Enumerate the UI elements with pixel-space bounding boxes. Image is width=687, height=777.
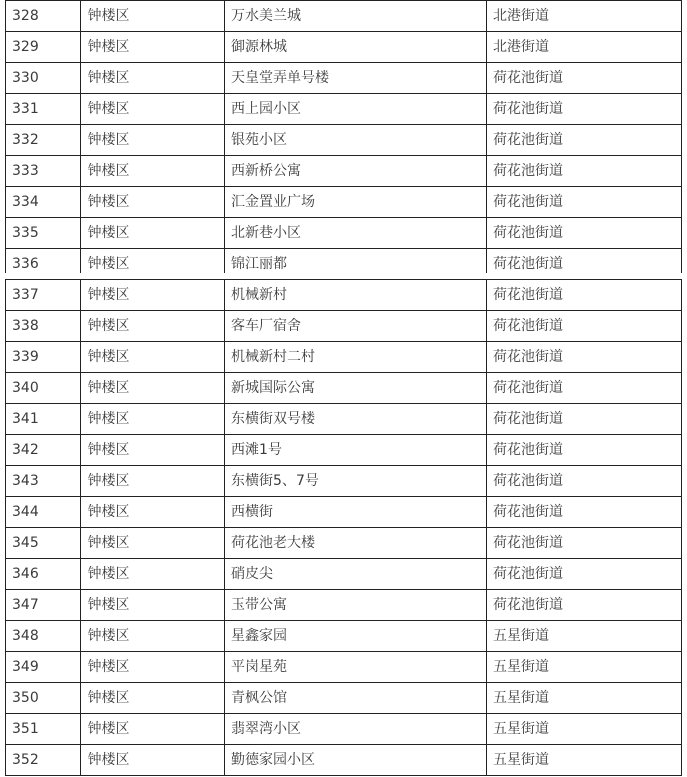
street-cell: 五星街道 (487, 714, 682, 745)
community-name-cell: 锦江丽都 (225, 249, 487, 280)
table-row (6, 218, 682, 249)
row-number-cell: 331 (6, 94, 81, 125)
community-name-cell: 客车厂宿舍 (225, 311, 487, 342)
district-cell: 钟楼区 (81, 528, 225, 559)
street-cell: 荷花池街道 (487, 311, 682, 342)
community-name-cell: 西横街 (225, 497, 487, 528)
table-row (6, 94, 682, 125)
table-row (6, 187, 682, 218)
street-cell: 荷花池街道 (487, 187, 682, 218)
district-cell: 钟楼区 (81, 745, 225, 776)
row-number-cell: 339 (6, 342, 81, 373)
street-cell: 荷花池街道 (487, 559, 682, 590)
row-number-cell: 346 (6, 559, 81, 590)
community-name-cell: 青枫公馆 (225, 683, 487, 714)
table-row (6, 280, 682, 311)
street-cell: 五星街道 (487, 683, 682, 714)
street-cell: 荷花池街道 (487, 280, 682, 311)
row-number-cell: 348 (6, 621, 81, 652)
row-number-cell: 344 (6, 497, 81, 528)
street-cell: 五星街道 (487, 745, 682, 776)
street-cell: 荷花池街道 (487, 94, 682, 125)
community-name-cell: 万水美兰城 (225, 1, 487, 32)
district-cell: 钟楼区 (81, 652, 225, 683)
community-name-cell: 新城国际公寓 (225, 373, 487, 404)
district-cell: 钟楼区 (81, 156, 225, 187)
district-cell: 钟楼区 (81, 125, 225, 156)
community-name-cell: 西滩1号 (225, 435, 487, 466)
table-row (6, 373, 682, 404)
community-table-bottom (5, 279, 682, 776)
table-row (6, 342, 682, 373)
row-number-cell: 338 (6, 311, 81, 342)
community-name-cell: 东横街5、7号 (225, 466, 487, 497)
community-name-cell: 翡翠湾小区 (225, 714, 487, 745)
table-row (6, 435, 682, 466)
table-row (6, 683, 682, 714)
row-number-cell: 337 (6, 280, 81, 311)
table-row (6, 497, 682, 528)
table-row (6, 32, 682, 63)
district-cell: 钟楼区 (81, 714, 225, 745)
row-number-cell: 351 (6, 714, 81, 745)
community-name-cell: 机械新村二村 (225, 342, 487, 373)
district-cell: 钟楼区 (81, 590, 225, 621)
community-name-cell: 北新巷小区 (225, 218, 487, 249)
community-name-cell: 东横街双号楼 (225, 404, 487, 435)
district-cell: 钟楼区 (81, 249, 225, 280)
community-name-cell: 机械新村 (225, 280, 487, 311)
table-row (6, 466, 682, 497)
district-cell: 钟楼区 (81, 559, 225, 590)
row-number-cell: 345 (6, 528, 81, 559)
table-body-top (6, 1, 682, 280)
table-row (6, 590, 682, 621)
district-cell: 钟楼区 (81, 342, 225, 373)
street-cell: 北港街道 (487, 1, 682, 32)
district-cell: 钟楼区 (81, 373, 225, 404)
street-cell: 荷花池街道 (487, 218, 682, 249)
row-number-cell: 350 (6, 683, 81, 714)
district-cell: 钟楼区 (81, 466, 225, 497)
row-number-cell: 329 (6, 32, 81, 63)
district-cell: 钟楼区 (81, 32, 225, 63)
district-cell: 钟楼区 (81, 1, 225, 32)
row-number-cell: 330 (6, 63, 81, 94)
row-number-cell: 332 (6, 125, 81, 156)
community-name-cell: 荷花池老大楼 (225, 528, 487, 559)
street-cell: 荷花池街道 (487, 497, 682, 528)
table-row (6, 652, 682, 683)
row-number-cell: 333 (6, 156, 81, 187)
table-row (6, 714, 682, 745)
row-number-cell: 342 (6, 435, 81, 466)
district-cell: 钟楼区 (81, 218, 225, 249)
district-cell: 钟楼区 (81, 63, 225, 94)
row-number-cell: 335 (6, 218, 81, 249)
table-row (6, 311, 682, 342)
street-cell: 荷花池街道 (487, 249, 682, 280)
street-cell: 五星街道 (487, 652, 682, 683)
street-cell: 荷花池街道 (487, 435, 682, 466)
street-cell: 荷花池街道 (487, 373, 682, 404)
street-cell: 荷花池街道 (487, 528, 682, 559)
street-cell: 荷花池街道 (487, 466, 682, 497)
street-cell: 荷花池街道 (487, 404, 682, 435)
district-cell: 钟楼区 (81, 404, 225, 435)
community-name-cell: 银苑小区 (225, 125, 487, 156)
table-row (6, 559, 682, 590)
community-name-cell: 御源林城 (225, 32, 487, 63)
street-cell: 北港街道 (487, 32, 682, 63)
table-row (6, 1, 682, 32)
district-cell: 钟楼区 (81, 621, 225, 652)
community-name-cell: 平岗星苑 (225, 652, 487, 683)
row-number-cell: 343 (6, 466, 81, 497)
community-name-cell: 天皇堂弄单号楼 (225, 63, 487, 94)
table-row (6, 63, 682, 94)
community-name-cell: 勤德家园小区 (225, 745, 487, 776)
community-table-top (5, 0, 682, 280)
community-name-cell: 西新桥公寓 (225, 156, 487, 187)
street-cell: 荷花池街道 (487, 125, 682, 156)
row-number-cell: 341 (6, 404, 81, 435)
community-name-cell: 星鑫家园 (225, 621, 487, 652)
table-body-bottom (6, 280, 682, 776)
district-cell: 钟楼区 (81, 311, 225, 342)
district-cell: 钟楼区 (81, 435, 225, 466)
community-name-cell: 汇金置业广场 (225, 187, 487, 218)
table-row (6, 125, 682, 156)
district-cell: 钟楼区 (81, 497, 225, 528)
table-row (6, 404, 682, 435)
street-cell: 荷花池街道 (487, 156, 682, 187)
street-cell: 五星街道 (487, 621, 682, 652)
row-number-cell: 347 (6, 590, 81, 621)
street-cell: 荷花池街道 (487, 590, 682, 621)
row-number-cell: 352 (6, 745, 81, 776)
row-number-cell: 349 (6, 652, 81, 683)
table-row (6, 528, 682, 559)
district-cell: 钟楼区 (81, 94, 225, 125)
street-cell: 荷花池街道 (487, 342, 682, 373)
district-cell: 钟楼区 (81, 683, 225, 714)
row-number-cell: 334 (6, 187, 81, 218)
district-cell: 钟楼区 (81, 280, 225, 311)
community-name-cell: 玉带公寓 (225, 590, 487, 621)
community-name-cell: 硝皮尖 (225, 559, 487, 590)
community-name-cell: 西上园小区 (225, 94, 487, 125)
row-number-cell: 336 (6, 249, 81, 280)
row-number-cell: 328 (6, 1, 81, 32)
table-row (6, 621, 682, 652)
street-cell: 荷花池街道 (487, 63, 682, 94)
table-row (6, 745, 682, 776)
table-row (6, 156, 682, 187)
district-cell: 钟楼区 (81, 187, 225, 218)
row-number-cell: 340 (6, 373, 81, 404)
